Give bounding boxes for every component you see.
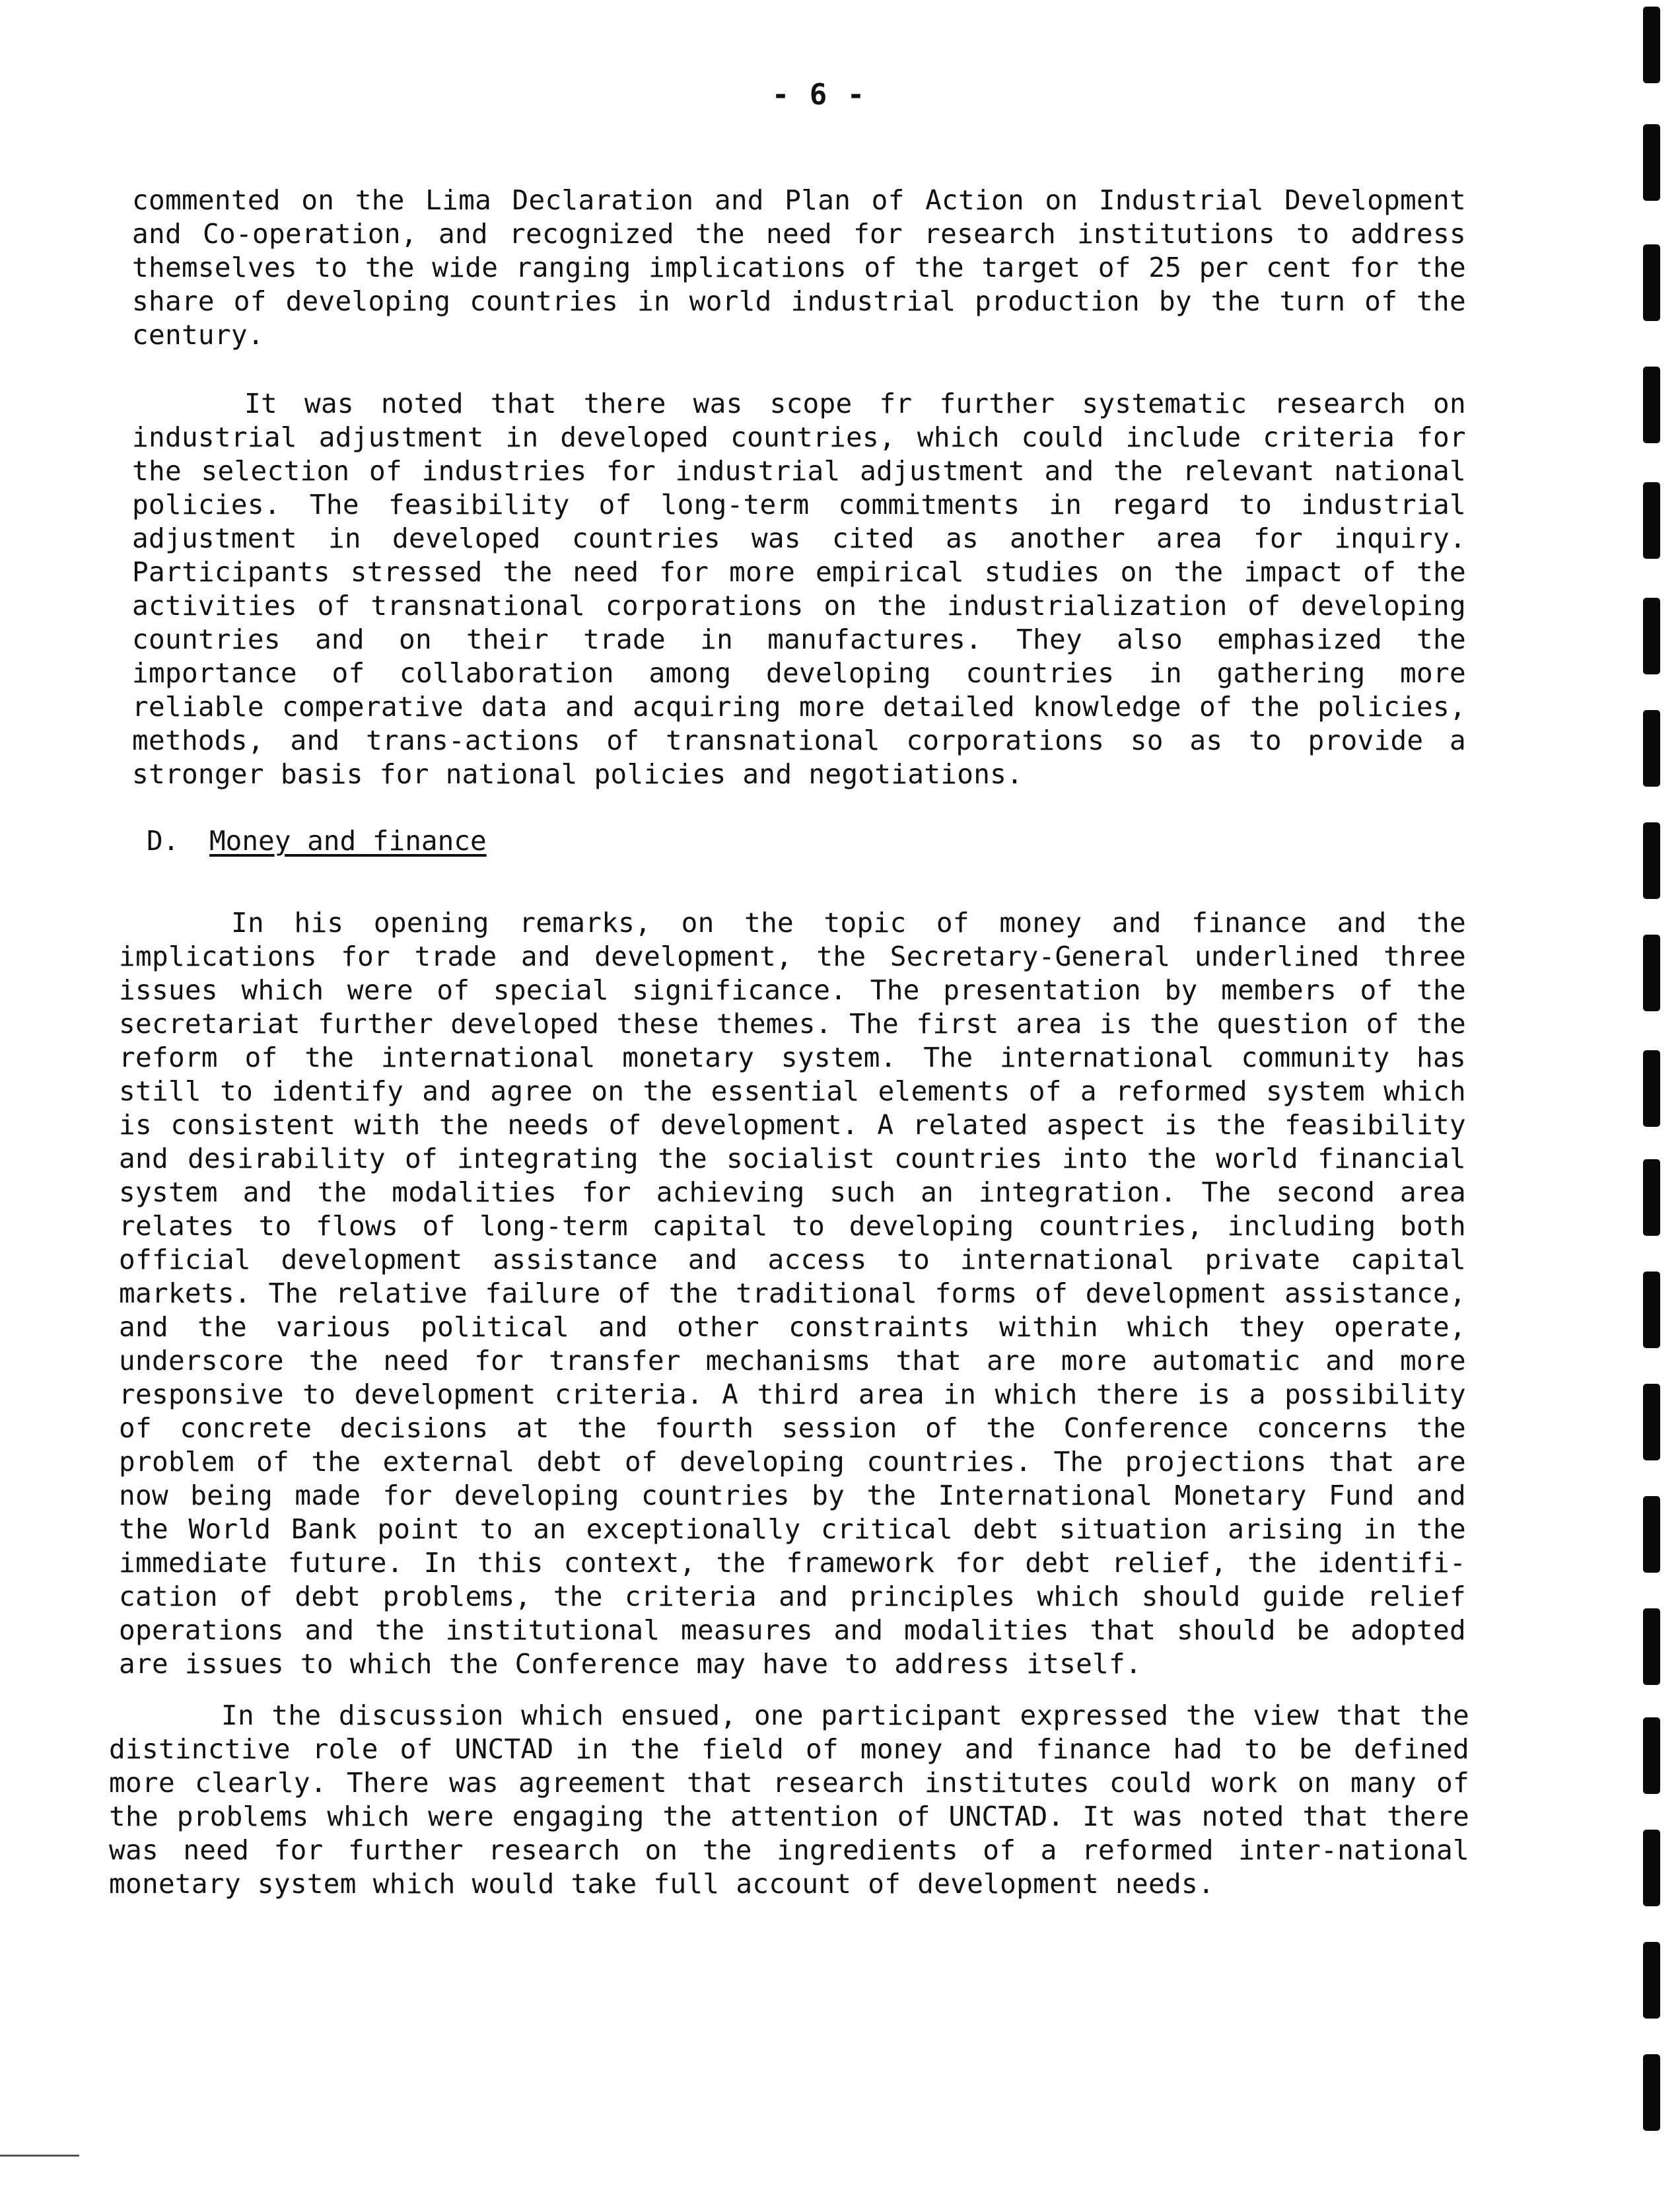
binding-mark xyxy=(1643,1384,1660,1460)
section-title: Money and finance xyxy=(209,825,487,857)
binding-mark xyxy=(1643,124,1660,201)
binding-mark xyxy=(1643,367,1660,443)
binding-mark xyxy=(1643,1717,1660,1794)
binding-mark xyxy=(1643,822,1660,899)
binding-mark xyxy=(1643,244,1660,321)
section-heading-money-and-finance xyxy=(147,824,487,858)
binding-mark xyxy=(1643,1272,1660,1348)
binding-marks xyxy=(1639,0,1665,2185)
binding-mark xyxy=(1643,1608,1660,1685)
binding-mark xyxy=(1643,1050,1660,1127)
scan-edge-line xyxy=(0,2155,79,2157)
paragraph-opening-remarks: In his opening remarks, on the topic of money and finance and the implications for trade and development, the Secretary-General underlined three issues which were of special significance. The presentation by members of the secretariat further developed these themes. The first area is the question of the reform of the international monetary system. The international community has still to identify and agree on the essential elements of a reformed system which is consistent with the needs of development. A related aspect is the feasibility and desirability of integrating the socialist countries into the world financial system and the modalities for achieving such an integration. The second area relates to flows of long-term capital to developing countries, including both official development assistance and access to international private capital markets. The relative failure of the traditional forms of development assistance, and the various political and other constraints within which they operate, underscore the need for transfer mechanisms that are more automatic and more responsive to development criteria. A third area in which there is a possibility of concrete decisions at the fourth session of the Conference concerns the problem of the external debt of developing countries. The projections that are now being made for developing countries by the International Monetary Fund and the World Bank point to an exceptionally critical debt situation arising in the immediate future. In this context, the framework for debt relief, the identifi-cation of debt problems, the criteria and principles which should guide relief operations and the institutional measures and modalities that should be adopted are issues to which the Conference may have to address itself. xyxy=(119,907,1466,1680)
binding-mark xyxy=(1643,598,1660,674)
page-number: - 6 - xyxy=(771,78,866,112)
binding-mark xyxy=(1643,2054,1660,2131)
paragraph-industrial-adjustment: It was noted that there was scope fr further systematic research on industrial adjustment in developed countries, which could include criteria for the selection of industries for industrial adjustment and the relevant national policies. The feasibility of long-term commitments in regard to industrial adjustment in developed countries was cited as another area for inquiry. Participants stressed the need for more empirical studies on the impact of the activities of transnational corporations on the industrialization of developing countries and on their trade in manufactures. They also emphasized the importance of collaboration among developing countries in gathering more reliable comperative data and acquiring more detailed knowledge of the policies, methods, and trans-actions of transnational corporations so as to provide a stronger basis for national policies and negotiations. xyxy=(132,388,1466,790)
section-letter: D. xyxy=(147,825,180,857)
binding-mark xyxy=(1643,7,1660,83)
binding-mark xyxy=(1643,482,1660,559)
paragraph-lima-declaration: commented on the Lima Declaration and Plan of Action on Industrial Development and Co-operation, and recognized the need for research institutions to address themselves to the wide ranging implications of the target of 25 per cent for the share of developing countries in world industrial production by the turn of the century. xyxy=(132,184,1466,351)
binding-mark xyxy=(1643,1159,1660,1236)
binding-mark xyxy=(1643,1942,1660,2019)
binding-mark xyxy=(1643,710,1660,787)
binding-mark xyxy=(1643,1830,1660,1906)
paragraph-discussion: In the discussion which ensued, one participant expressed the view that the distinctive role of UNCTAD in the field of money and finance had to be defined more clearly. There was agreement that research institutes could work on many of the problems which were engaging the attention of UNCTAD. It was noted that there was need for further research on the ingredients of a reformed inter-national monetary system which would take full account of development needs. xyxy=(109,1700,1469,1900)
binding-mark xyxy=(1643,935,1660,1011)
binding-mark xyxy=(1643,1496,1660,1573)
